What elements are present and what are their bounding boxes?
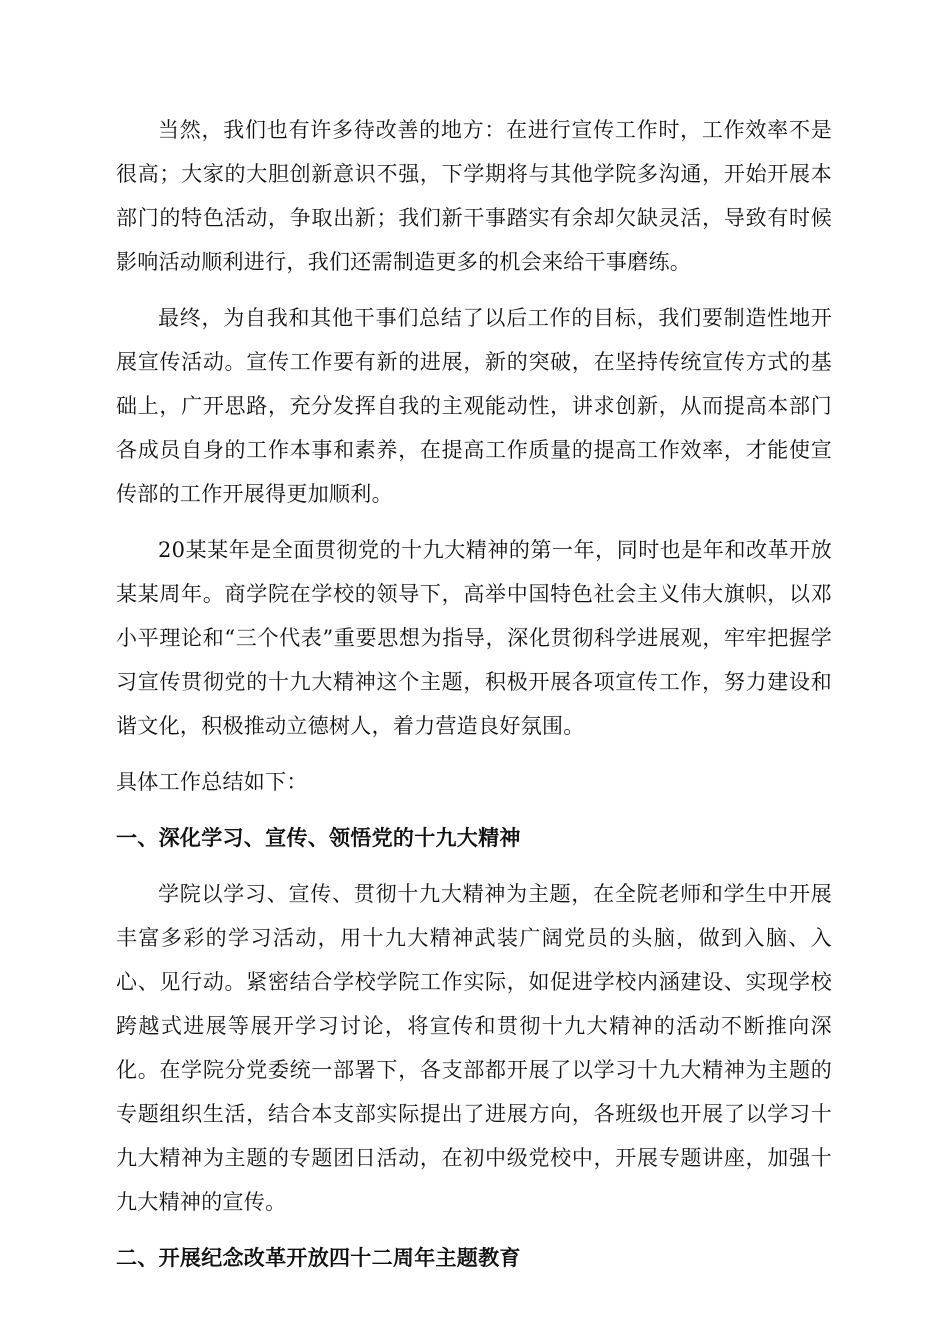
paragraph-improvements: 当然，我们也有许多待改善的地方：在进行宣传工作时，工作效率不是很高；大家的大胆创新意识不强，下学期将与其他学院多沟通，开始开展本部门的特色活动，争取出新；我们新干事踏实有余却欠缺灵活，导致有时候影响活动顺利进行，我们还需制造更多的机会来给干事磨练。	[116, 118, 832, 274]
section-heading-1: 一、深化学习、宣传、领悟党的十九大精神	[116, 825, 521, 850]
paragraph-goals: 最终，为自我和其他干事们总结了以后工作的目标，我们要制造性地开展宣传活动。宣传工作要有新的进展，新的突破，在坚持传统宣传方式的基础上，广开思路，充分发挥自我的主观能动性，讲求创新，从而提高本部门各成员自身的工作本事和素养，在提高工作质量的提高工作效率，才能使宣传部的工作开展得更加顺利。	[116, 306, 832, 506]
section-body-1: 学院以学习、宣传、贯彻十九大精神为主题，在全院老师和学生中开展丰富多彩的学习活动，用十九大精神武装广阔党员的头脑，做到入脑、入心、见行动。紧密结合学校学院工作实际，如促进学校内涵建设、实现学校跨越式进展等展开学习讨论，将宣传和贯彻十九大精神的活动不断推向深化。在学院分党委统一部署下，各支部都开展了以学习十九大精神为主题的专题组织生活，结合本支部实际提出了进展方向，各班级也开展了以学习十九大精神为主题的专题团日活动，在初中级党校中，开展专题讲座，加强十九大精神的宣传。	[116, 882, 832, 1214]
section-heading-2: 二、开展纪念改革开放四十二周年主题教育	[116, 1245, 521, 1270]
document-page	[116, 108, 832, 1292]
paragraph-overview: 20某某年是全面贯彻党的十九大精神的第一年，同时也是年和改革开放某某周年。商学院在学校的领导下，高举中国特色社会主义伟大旗帜，以邓小平理论和“三个代表”重要思想为指导，深化贯彻科学进展观，牢牢把握学习宣传贯彻党的十九大精神这个主题，积极开展各项宣传工作，努力建设和谐文化，积极推动立德树人，着力营造良好氛围。	[116, 538, 832, 738]
paragraph-summary-intro: 具体工作总结如下：	[116, 770, 308, 794]
